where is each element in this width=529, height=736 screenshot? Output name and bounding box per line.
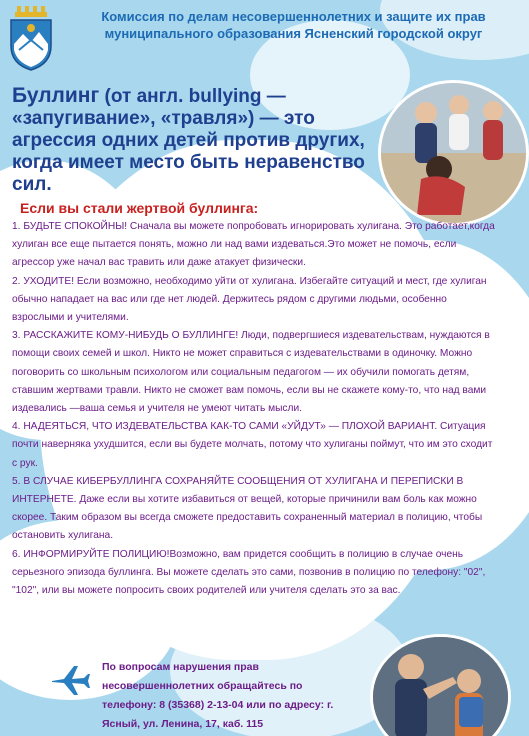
advice-item: 6. ИНФОРМИРУЙТЕ ПОЛИЦИЮ!Возможно, вам придется сообщить в полицию в случае очень серьезного эпизода буллинга. Вы можете сделать это сами, позвонив в полицию по телефону: "02", "102", или вы можете попросить своих родителей или учителя сделать это за вас. [12, 548, 486, 597]
section-title: Если вы стали жертвой буллинга: [20, 200, 259, 216]
coat-of-arms-icon [9, 6, 53, 72]
advice-item: 4. НАДЕЯТЬСЯ, ЧТО ИЗДЕВАТЕЛЬСТВА КАК-ТО САМИ «УЙДУТ» — ПЛОХОЙ ВАРИАНТ. Ситуация почти наверняка ухудшится, если вы будете молчать, потому что хулиганы поймут, что им это сходит с рук. [12, 421, 493, 469]
organization-line-2: муниципального образования Ясненский городской округ [104, 26, 483, 41]
airplane-icon [50, 664, 90, 696]
term: Буллинг [12, 84, 100, 107]
organization-line-1: Комиссия по делам несовершеннолетних и защите их прав [101, 9, 486, 24]
advice-item: 5. В СЛУЧАЕ КИБЕРБУЛЛИНГА СОХРАНЯЙТЕ СООБЩЕНИЯ ОТ ХУЛИГАНА И ПЕРЕПИСКИ В ИНТЕРНЕТЕ. Даже если вы хотите избавиться от вещей, которые причинили вам боль как можно скорее. Таким образом вы всегда сможете предоставить сохраненный материал в полицию, чтобы остановить хулигана. [12, 475, 483, 542]
advice-item: 2. УХОДИТЕ! Если возможно, необходимо уйти от хулигана. Избегайте ситуаций и мест, где хулиган обычно нападает на вас или где нет людей. Держитесь рядом с другими людьми, особенно взрослыми и учителями. [12, 275, 487, 324]
bullying-photo-top [378, 80, 529, 226]
advice-list [12, 218, 498, 600]
header [0, 0, 529, 78]
contact-info: По вопросам нарушения прав несовершеннолетних обращайтесь по телефону: 8 (35368) 2-13-04 или по адресу: г. Ясный, ул. Ленина, 17, каб. 115 [102, 661, 334, 730]
advice-item: 3. РАССКАЖИТЕ КОМУ-НИБУДЬ О БУЛЛИНГЕ! Люди, подвергшиеся издевательствам, нуждаются в помощи своих семей и школ. Никто не может справиться с издевательствами в одиночку. Можно поговорить со школьным психологом или социальным педагогом — их обучили помогать детям, ставшим жертвами травли. Никто не сможет вам помочь, если вы не скажете кому-то, что над вами издевались —ваша семья и учителя не умеют читать мысли. [12, 330, 490, 415]
definition: — это агрессия одних детей против других, когда имеет место быть неравенство сил. [12, 108, 365, 195]
organization-name [66, 8, 521, 42]
advice-item: 1. БУДЬТЕ СПОКОЙНЫ! Сначала вы можете попробовать игнорировать хулигана. Это работает,когда хулиган все еще пытается понять, можно ли над вами издеваться.Это может не помочь, если агрессор уже начал вас травить или даже атакует физически. [12, 221, 495, 269]
etymology: (от англ. bullying — «запугивание», «травля») [12, 86, 286, 129]
intro-definition [12, 85, 384, 196]
